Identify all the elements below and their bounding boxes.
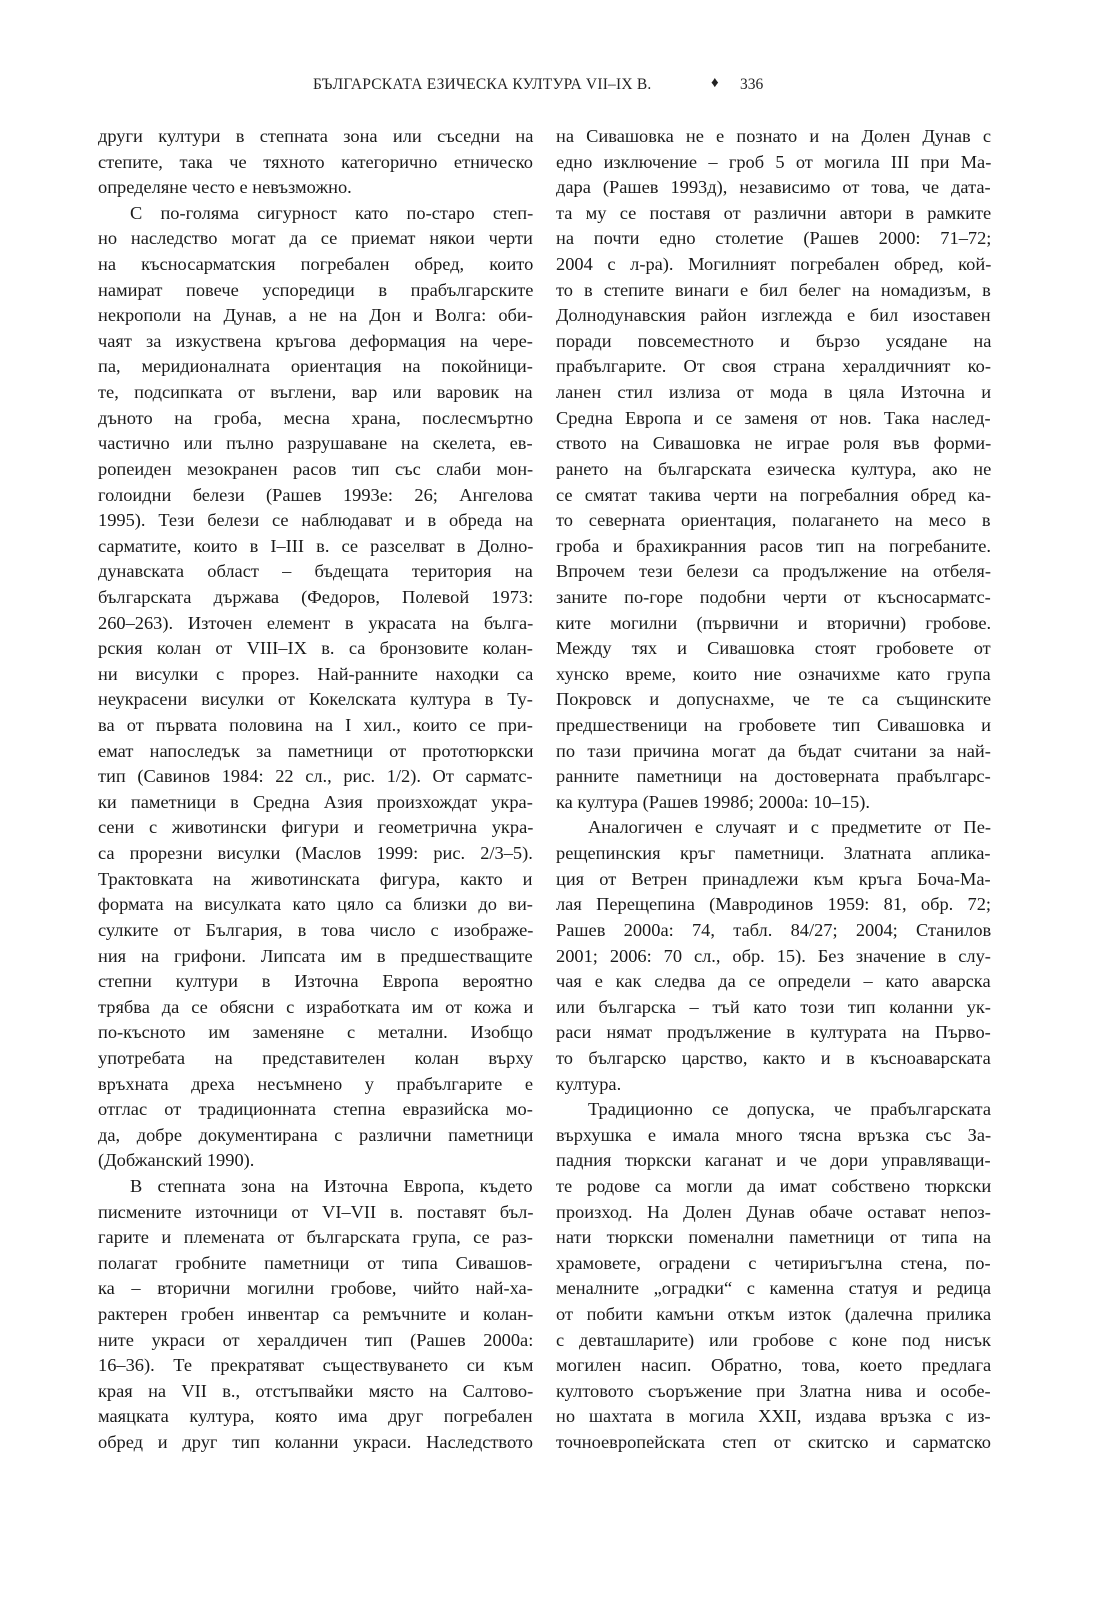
text-line: предшественици на гробовете тип Сивашовка и (556, 715, 991, 736)
diamond-separator-icon: ♦ (711, 75, 719, 91)
text-line: ките могилни (първични и вторични) гробове. (556, 612, 992, 633)
text-line: употребата на представителен колан върху (98, 1047, 534, 1068)
text-line: трябва да се обясни с изработката им от кожа и (98, 996, 534, 1017)
text-line: 2004 с л-ра). Могилният погребален обред, кой- (556, 254, 992, 275)
text-line: дара (Рашев 1993д), независимо от това, че дата- (556, 177, 991, 198)
text-line: лая Перещепина (Мавродинов 1959: 81, обр. 72; (556, 894, 992, 915)
text-line: дъното на гроба, месна храна, послесмъртно (98, 407, 534, 428)
text-line: но шахтата в могила XXII, издава връзка с из- (556, 1406, 991, 1427)
text-line: ството на Сивашовка не играе роля във форми- (556, 433, 992, 454)
text-line: некрополи на Дунав, а не на Дон и Волга: оби- (98, 305, 533, 326)
text-line: заните по-горе подобни черти от късносарматс- (556, 586, 991, 607)
text-line: тип (Савинов 1984: 22 сл., рис. 1/2). От сарматс- (98, 766, 533, 787)
text-line: рския колан от VIII–IX в. са бронзовите колан- (98, 638, 533, 659)
text-line: определяне често е невъзможно. (98, 177, 352, 198)
text-line: края на VII в., отстъпвайки място на Салтово- (98, 1380, 534, 1401)
text-line: падния тюркски каганат и че дори управляващи- (556, 1150, 991, 1171)
text-line: 16–36). Те прекратяват съществуването си към (98, 1355, 534, 1376)
text-line: 1995). Тези белези се наблюдават и в обреда на (98, 510, 534, 531)
text-line: маяцката култура, която има друг погребален (98, 1406, 533, 1427)
running-title: БЪЛГАРСКАТА ЕЗИЧЕСКА КУЛТУРА VII–IX В. (313, 76, 652, 93)
text-line: емат напоследък за паметници от прототюркски (98, 740, 534, 761)
text-line: то северната ориентация, полагането на месо в (556, 510, 991, 531)
text-line: полагат гробните паметници от типа Сивашов- (98, 1252, 533, 1273)
text-line: степите, така че тяхното категорично етническо (98, 151, 533, 172)
text-line: или българска – тъй като този тип коланни ук- (556, 996, 991, 1017)
text-line: ните украси от хералдичен тип (Рашев 2000а: (98, 1329, 534, 1350)
text-line: ка култура (Рашев 1998б; 2000а: 10–15). (556, 791, 870, 812)
text-line: 260–263). Източен елемент в украсата на бълга- (98, 612, 534, 633)
text-line: В степната зона на Източна Европа, където (130, 1175, 533, 1196)
text-line: българската държава (Федоров, Полевой 1973: (98, 586, 534, 607)
text-line: на почти едно столетие (Рашев 2000: 71–72; (556, 228, 992, 249)
page-number: 336 (740, 76, 764, 93)
text-line: по тази причина могат да бъдат считани за най- (556, 740, 991, 761)
text-line: Средна Европа и се заменя от нов. Така наслед- (556, 407, 991, 428)
text-line: 2001; 2006: 70 сл., обр. 15). Без значение в слу- (556, 945, 991, 966)
text-line: могилен насип. Обратно, това, което предлага (556, 1355, 992, 1376)
text-line: гроба и брахикранния расов тип на погребаните. (556, 535, 991, 556)
text-line: чаят за изкуствена кръгова деформация на чере- (98, 330, 533, 351)
text-line: връхната дреха несъмнено у прабългарите е (98, 1073, 534, 1094)
text-line: ния на грифони. Липсата им в предшестващите (98, 945, 533, 966)
text-line: степни култури в Източна Европа вероятно (98, 971, 533, 992)
text-line: на Сивашовка не е познато и на Долен Дунав с (556, 126, 992, 146)
text-line: поради повсеместното и бързо усядане на (556, 330, 992, 351)
text-line: рещепинския кръг паметници. Златната аплика- (556, 843, 991, 864)
text-line: точноевропейската степ от скитско и сарматско (556, 1432, 991, 1453)
text-line: култовото съоръжение при Златна нива и особе- (556, 1380, 991, 1401)
text-line: раси нямат продължение в културата на Първо- (556, 1022, 991, 1043)
text-line: (Добжанский 1990). (98, 1150, 255, 1171)
text-line: хунско време, които ние означихме като група (556, 663, 991, 684)
text-line: нати тюркски поменални паметници от типа на (556, 1227, 991, 1248)
text-line: Рашев 2000а: 74, табл. 84/27; 2004; Станилов (556, 919, 992, 940)
text-column-right (556, 124, 991, 1456)
text-line: то българско царство, както и в късноаварската (556, 1047, 991, 1068)
text-line: отглас от традиционната степна евразийска мо- (98, 1099, 533, 1120)
text-line: от побити камъни откъм изток (далечна прилика (556, 1304, 992, 1325)
text-line: Покровск и допуснахме, че те са същинските (556, 689, 992, 710)
text-line: сарматите, които в I–III в. се разселват в Долно- (98, 535, 534, 556)
text-line: се смятат такива черти на погребалния обред ка- (556, 484, 991, 505)
text-line: на късносарматския погребален обред, които (98, 254, 534, 275)
text-line: ва от първата половина на I хил., които се при- (98, 715, 533, 736)
text-line: върхушка е имала много тясна връзка със За- (556, 1124, 992, 1145)
text-line: голоидни белези (Рашев 1993е: 26; Ангелова (98, 484, 533, 505)
text-line: Традиционно се допуска, че прабългарската (588, 1099, 991, 1120)
text-line: ция от Ветрен принадлежи към кръга Боча-Ма- (556, 868, 991, 889)
text-line: по-късното им заменяне с метални. Изобщо (98, 1022, 533, 1043)
text-line: едно изключение – гроб 5 от могила III при Ма- (556, 151, 992, 172)
text-line: храмовете, оградени с четириъгълна стена, по- (556, 1252, 991, 1273)
text-line: чая е как следва да се определи – като аварска (556, 971, 991, 992)
text-line: частично или пълно разрушаване на скелета, ев- (98, 433, 533, 454)
text-line: намират повече успоредици в прабългарските (98, 279, 534, 300)
text-line: то в степите винаги е бил белег на номадизъм, в (556, 279, 991, 300)
text-line: те, подсипката от въглени, вар или варовик на (98, 382, 533, 403)
text-line: ланен стил излиза от мода в цяла Източна и (556, 382, 992, 403)
text-line: с девташларите) или гробове с коне под нисък (556, 1329, 991, 1350)
text-line: прабългарите. От своя страна хералдичният ко- (556, 356, 991, 377)
text-line: Трактовката на животинската фигура, както и (98, 868, 533, 889)
text-line: ропеиден мезокранен расов тип със слаби мон- (98, 458, 534, 479)
text-line: други култури в степната зона или съседни на (98, 126, 534, 146)
text-line: ки паметници в Средна Азия произхождат укра- (98, 791, 533, 812)
text-line: Долнодунавския район изглежда е бил изоставен (556, 305, 991, 326)
text-line: Между тях и Сивашовка стоят гробовете от (556, 638, 991, 659)
text-line: гарите и племената от българската група, се раз- (98, 1227, 533, 1248)
text-line: ка – вторични могилни гробове, чийто най-ха- (98, 1278, 533, 1299)
text-line: рактерен гробен инвентар са ремъчните и колан- (98, 1304, 534, 1325)
text-line: са прорезни висулки (Маслов 1999: рис. 2/3–5). (98, 843, 533, 864)
text-line: сулките от България, в това число с изображе- (98, 919, 534, 940)
text-column-left (98, 124, 533, 1456)
text-line: култура. (556, 1073, 622, 1094)
text-line: меналните „оградки“ с каменна статуя и редица (556, 1278, 992, 1299)
text-line: произход. На Долен Дунав обаче остават непоз- (556, 1201, 991, 1222)
text-line: писмените източници от VI–VII в. поставят бъл- (98, 1201, 534, 1222)
text-line: ранните паметници на достоверната прабългарс- (556, 766, 991, 787)
text-line: сени с животински фигури и геометрична укра- (98, 817, 534, 838)
text-line: Аналогичен е случаят и с предметите от Пе- (588, 817, 992, 838)
text-line: те родове са могли да имат собствено тюркски (556, 1175, 992, 1196)
text-line: та му се поставя от различни автори в рамките (556, 202, 992, 223)
text-line: ни висулки с прорез. Най-ранните находки са (98, 663, 534, 684)
text-line: обред и друг тип коланни украси. Наследството (98, 1432, 533, 1453)
text-line: па, меридионалната ориентация на покойници- (98, 356, 533, 377)
text-line: формата на висулката като цяло са близки до ви- (98, 894, 533, 915)
text-line: Впрочем тези белези са продължение на отбеля- (556, 561, 991, 582)
text-line: дунавската област – бъдещата територия на (98, 561, 533, 582)
text-line: но наследство могат да се приемат някои черти (98, 228, 533, 249)
text-line: рането на българската езическа култура, ако не (556, 458, 992, 479)
running-header (0, 76, 1095, 100)
text-line: да, добре документирана с различни паметници (98, 1124, 534, 1145)
text-line: неукрасени висулки от Кокелската култура в Ту- (98, 689, 533, 710)
text-line: С по-голяма сигурност като по-старо степ- (130, 202, 534, 223)
